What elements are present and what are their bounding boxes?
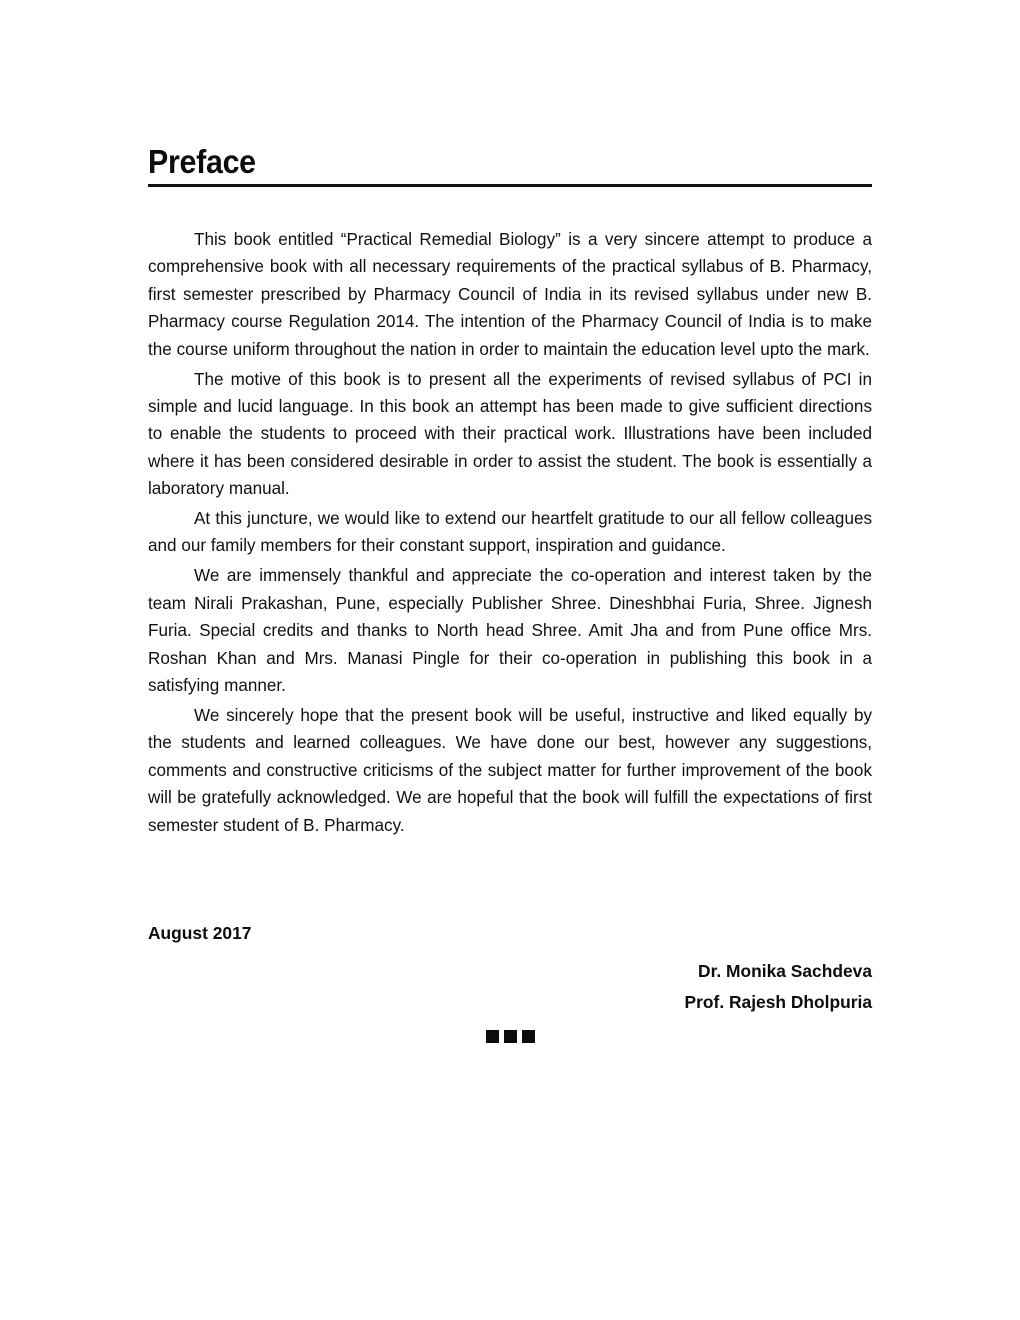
title-underline-rule: [148, 184, 872, 187]
ornament-square-icon: [504, 1030, 517, 1043]
signature-author-primary: Dr. Monika Sachdeva: [698, 961, 872, 981]
signature-author-secondary: Prof. Rajesh Dholpuria: [684, 992, 872, 1012]
three-squares-ornament: [148, 1030, 872, 1043]
paragraph: We sincerely hope that the present book will be useful, instructive and liked equally by the students and learned colleagues. We have done our best, however any suggestions, comments and constructive criticisms of the subject matter for further improvement of the book will be gratefully acknowledged. We are hopeful that the book will fulfill the expectations of first semester student of B. Pharmacy.: [148, 705, 872, 835]
ornament-square-icon: [486, 1030, 499, 1043]
paragraph: The motive of this book is to present all the experiments of revised syllabus of PCI in simple and lucid language. In this book an attempt has been made to give sufficient directions to enable the students to proceed with their practical work. Illustrations have been included where it has been considered desirable in order to assist the student. The book is essentially a laboratory manual.: [148, 369, 872, 499]
paragraph: At this juncture, we would like to extend our heartfelt gratitude to our all fellow colleagues and our family members for their constant support, inspiration and guidance.: [148, 509, 872, 556]
page-title: Preface: [148, 143, 256, 180]
paragraph: This book entitled “Practical Remedial Biology” is a very sincere attempt to produce a comprehensive book with all necessary requirements of the practical syllabus of B. Pharmacy, first semester prescribed by Pharmacy Council of India in its revised syllabus under new B. Pharmacy course Regulation 2014. The intention of the Pharmacy Council of India is to make the course uniform throughout the nation in order to maintain the education level upto the mark.: [148, 230, 872, 359]
body-text-block: [148, 226, 872, 841]
title-block: [148, 143, 872, 187]
ornament-square-icon: [522, 1030, 535, 1043]
signature-block: [148, 956, 872, 1018]
paragraph: We are immensely thankful and appreciate the co-operation and interest taken by the team Nirali Prakashan, Pune, especially Publisher Shree. Dineshbhai Furia, Shree. Jignesh Furia. Special credits and thanks to North head Shree. Amit Jha and from Pune office Mrs. Roshan Khan and Mrs. Manasi Pingle for their co-operation in publishing this book in a satisfying manner.: [148, 566, 872, 695]
date-line: August 2017: [148, 923, 252, 943]
